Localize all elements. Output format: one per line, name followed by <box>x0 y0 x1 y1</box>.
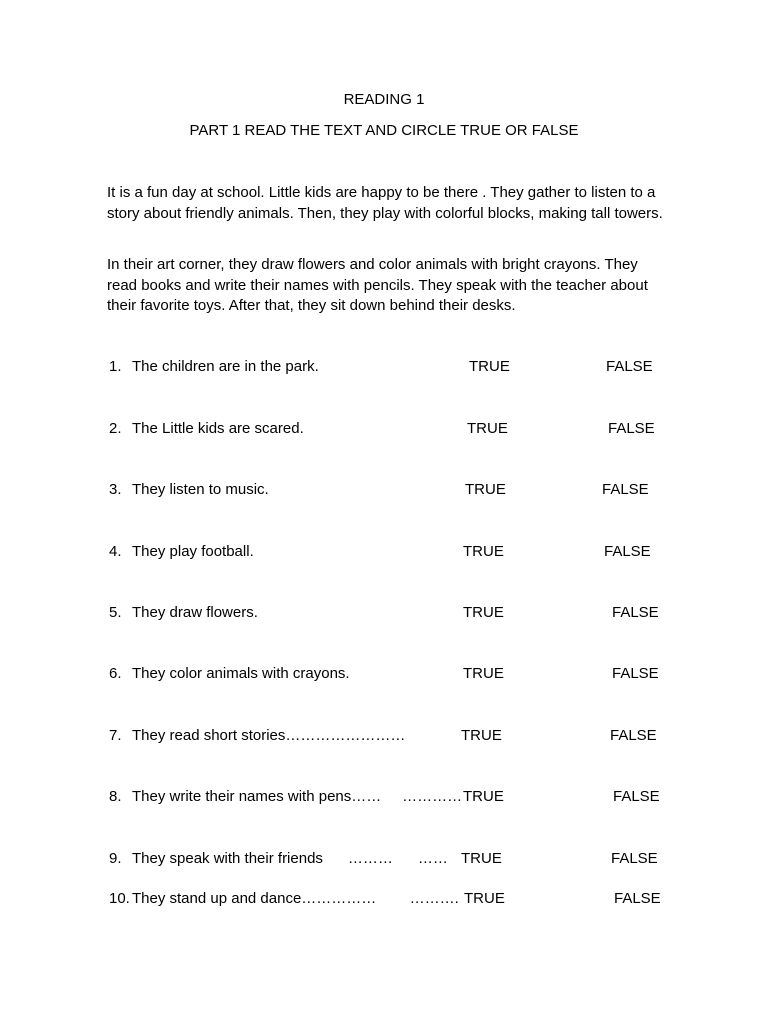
question-number: 3. <box>109 481 122 498</box>
false-option[interactable]: FALSE <box>602 481 649 498</box>
false-option[interactable]: FALSE <box>606 358 653 375</box>
question-number: 8. <box>109 788 122 805</box>
question-number: 2. <box>109 420 122 437</box>
true-option[interactable]: TRUE <box>463 543 504 560</box>
question-text: They draw flowers. <box>132 604 258 621</box>
false-option[interactable]: FALSE <box>612 604 659 621</box>
question-text: They play football. <box>132 543 254 560</box>
question-text: The Little kids are scared. <box>132 420 304 437</box>
false-option[interactable]: FALSE <box>611 850 658 867</box>
true-option[interactable]: TRUE <box>463 604 504 621</box>
false-option[interactable]: FALSE <box>604 543 651 560</box>
question-row <box>0 726 768 746</box>
true-option[interactable]: TRUE <box>463 788 504 805</box>
question-text: They stand up and dance…………… ………. <box>132 890 459 907</box>
true-option[interactable]: TRUE <box>461 850 502 867</box>
question-text: They speak with their friends ……… …… <box>132 850 448 867</box>
question-text: They write their names with pens…… ………… <box>132 788 463 805</box>
true-option[interactable]: TRUE <box>465 481 506 498</box>
reading-paragraph-2: In their art corner, they draw flowers and color animals with bright crayons. They read books and write their names with pencils. They speak with the teacher about their favorite toys. After that, they sit down behind their desks. <box>107 256 648 314</box>
question-row <box>0 357 768 377</box>
question-row <box>0 419 768 439</box>
question-text: They listen to music. <box>132 481 269 498</box>
question-row <box>0 603 768 623</box>
question-row <box>0 849 768 869</box>
question-text: They color animals with crayons. <box>132 665 350 682</box>
true-option[interactable]: TRUE <box>463 665 504 682</box>
true-option[interactable]: TRUE <box>467 420 508 437</box>
question-number: 7. <box>109 727 122 744</box>
instructions-heading: PART 1 READ THE TEXT AND CIRCLE TRUE OR FALSE <box>189 122 579 139</box>
false-option[interactable]: FALSE <box>608 420 655 437</box>
question-row <box>0 889 768 909</box>
false-option[interactable]: FALSE <box>612 665 659 682</box>
question-number: 5. <box>109 604 122 621</box>
true-option[interactable]: TRUE <box>469 358 510 375</box>
question-row <box>0 480 768 500</box>
question-number: 1. <box>109 358 122 375</box>
reading-paragraph-1: It is a fun day at school. Little kids are happy to be there . They gather to listen to a story about friendly animals. Then, they play with colorful blocks, making tall towers. <box>107 184 663 222</box>
question-number: 9. <box>109 850 122 867</box>
true-option[interactable]: TRUE <box>464 890 505 907</box>
false-option[interactable]: FALSE <box>610 727 657 744</box>
page-title: READING 1 <box>343 91 425 108</box>
true-option[interactable]: TRUE <box>461 727 502 744</box>
false-option[interactable]: FALSE <box>614 890 661 907</box>
question-number: 4. <box>109 543 122 560</box>
question-number: 10. <box>109 890 130 907</box>
question-row <box>0 664 768 684</box>
false-option[interactable]: FALSE <box>613 788 660 805</box>
question-text: They read short stories…………………… <box>132 727 406 744</box>
question-row <box>0 787 768 807</box>
question-text: The children are in the park. <box>132 358 319 375</box>
question-number: 6. <box>109 665 122 682</box>
question-row <box>0 542 768 562</box>
